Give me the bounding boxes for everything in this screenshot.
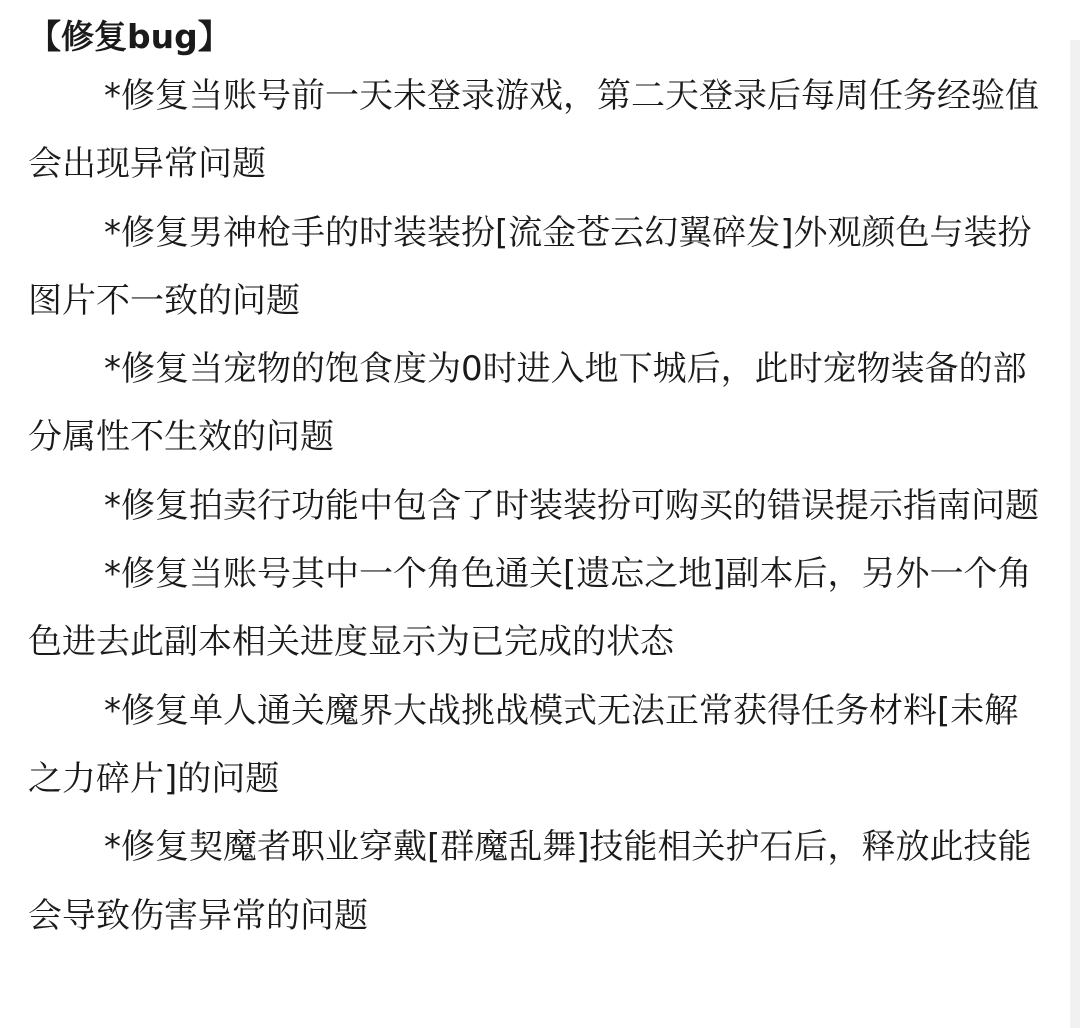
bug-fix-item: *修复单人通关魔界大战挑战模式无法正常获得任务材料[未解之力碎片]的问题 — [28, 690, 1019, 799]
bug-fix-item: *修复当账号前一天未登录游戏，第二天登录后每周任务经验值会出现异常问题 — [28, 76, 1039, 185]
scroll-edge — [1070, 40, 1080, 1028]
bug-fix-list — [28, 62, 1050, 950]
bug-fix-item: *修复当账号其中一个角色通关[遗忘之地]副本后，另外一个角色进去此副本相关进度显示为已完成的状态 — [28, 554, 1032, 663]
patch-notes-content — [28, 12, 1050, 950]
bug-fix-item: *修复拍卖行功能中包含了时装装扮可购买的错误提示指南问题 — [104, 485, 1039, 526]
bug-fix-heading: 【修复bug】 — [28, 17, 231, 56]
bug-fix-item: *修复男神枪手的时装装扮[流金苍云幻翼碎发]外观颜色与装扮图片不一致的问题 — [28, 212, 1032, 321]
bug-fix-item: *修复契魔者职业穿戴[群魔乱舞]技能相关护石后，释放此技能会导致伤害异常的问题 — [28, 827, 1032, 936]
bug-fix-item: *修复当宠物的饱食度为0时进入地下城后，此时宠物装备的部分属性不生效的问题 — [28, 349, 1027, 458]
